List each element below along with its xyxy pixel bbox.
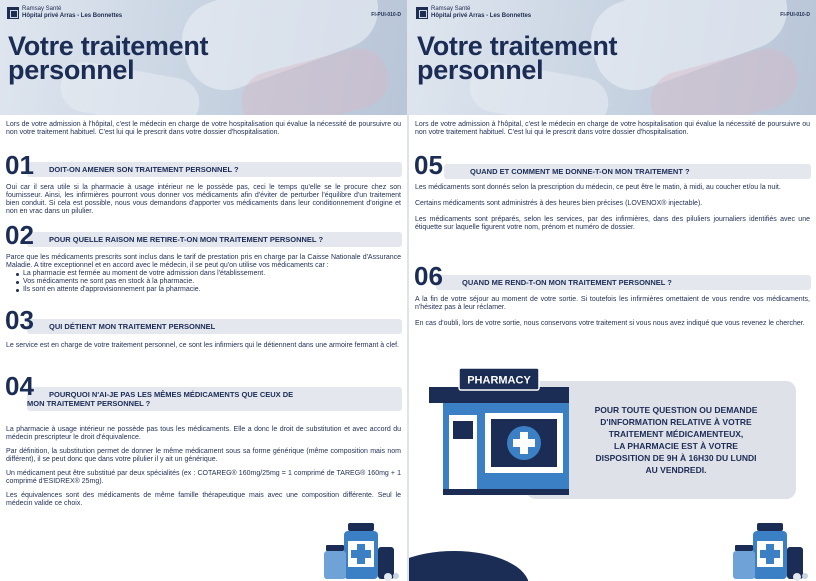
pharmacy-sign: PHARMACY (467, 374, 531, 387)
section-number: 01 (5, 150, 34, 180)
header-banner (409, 0, 816, 115)
section-heading: QUI DÉTIENT MON TRAITEMENT PERSONNEL (27, 319, 402, 334)
section-number: 05 (414, 150, 443, 180)
section-number: 03 (5, 305, 34, 335)
header-banner (0, 0, 407, 115)
logo-icon (7, 7, 19, 19)
medicine-bottles-illustration (322, 517, 402, 581)
pharmacy-storefront-illustration (429, 365, 569, 495)
section-heading: POUR QUELLE RAISON ME RETIRE-T-ON MON TRAITEMENT PERSONNEL ? (27, 232, 402, 247)
contact-info-box: POUR TOUTE QUESTION OU DEMANDE D'INFORMATION RELATIVE À VOTRE TRAITEMENT MÉDICAMENTEUX, LA PHARMACIE EST À VOTRE DISPOSITION DE 9H À 16H30 DU LUNDI AU VENDREDI. (526, 381, 796, 499)
section-number: 04 (5, 371, 34, 401)
section-heading: QUAND ME REND-T-ON MON TRAITEMENT PERSONNEL ? (436, 275, 811, 290)
doc-reference: FI-PUI-010-D (780, 12, 810, 18)
medicine-bottles-illustration (731, 517, 811, 581)
page-left (0, 0, 407, 581)
logo-icon (416, 7, 428, 19)
list-item: La pharmacie est fermée au moment de votre admission dans l'établissement. (16, 270, 401, 278)
hospital-name: Hôpital privé Arras - Les Bonnettes (22, 13, 123, 19)
hospital-name: Hôpital privé Arras - Les Bonnettes (431, 13, 532, 19)
brand-logo (7, 6, 122, 20)
page-right (409, 0, 816, 581)
page-title: Votre traitement personnel (417, 31, 618, 85)
section-05-body: Les médicaments sont donnés selon la prescription du médecin, ce peut être le matin, à midi, au coucher et/ou la nuit. Certains médicaments sont administrés à des heures bien précises (LOVENOX® injectable). Les médicaments sont préparés, selon les services, par des infirmières, dans des piluliers journaliers identifiés avec une étiquette sur laquelle figurent votre nom, prénom et numéro de dossier. (415, 184, 810, 231)
brand-name: Ramsay Santé (431, 6, 471, 12)
intro-paragraph: Lors de votre admission à l'hôpital, c'est le médecin en charge de votre hospitalisation qui évalue la nécessité de poursuivre ou non votre traitement habituel. C'est lui qui le prescrit dans votre dossier d'hospitalisation. (6, 121, 401, 136)
page-title: Votre traitement personnel (8, 31, 209, 85)
section-04-body: La pharmacie à usage intérieur ne possède pas tous les médicaments. Elle a donc le droit de substitution et avec accord du médecin prescripteur le droit d'équivalence. Par définition, la substitution permet de donner le même médicament sous sa forme générique (même composition mais nom différent), il se peut donc que dans votre pilulier il y ait un générique. Un médicament peut être substitué par deux spécialités (ex : COTAREG® 160mg/25mg = 1 comprimé de TAREG® 160mg + 1 comprimé d'ESIDREX® 25mg). Les équivalences sont des médicaments de même famille thérapeutique mais avec une composition différente. Seul le médecin valide ce choix. (6, 426, 401, 507)
section-heading: DOIT-ON AMENER SON TRAITEMENT PERSONNEL ? (27, 162, 402, 177)
doc-reference: FI-PUI-010-D (371, 12, 401, 18)
section-number: 02 (5, 220, 34, 250)
brand-logo (416, 6, 531, 20)
section-01-body: Oui car il sera utile si la pharmacie à usage intérieur ne le possède pas, ceci le temps qu'elle se le procure chez son fournisseur. Ainsi, les infirmières pourront vous donner vos médicaments afin d'éviter de perturber l'équilibre d'un traitement bien conduit. Si cela est possible, nous vous demandons d'apporter vos médicaments dans leur conditionnement d'origine et non en vrac dans un pilulier. (6, 184, 401, 215)
section-02-body: Parce que les médicaments prescrits sont inclus dans le tarif de prestation pris en charge par la Caisse Nationale d'Assurance Maladie. A titre exceptionnel et en accord avec le médecin, il se peut qu'on utilise vos médicaments car : La pharmacie est fermée au moment de votre admission dans l'établissement. Vos médicaments ne sont pas en stock à la pharmacie. Ils sont en attente d'approvisionnement par la pharmacie. (6, 254, 401, 293)
section-03-body: Le service est en charge de votre traitement personnel, ce sont les infirmiers qui le détiennent dans une armoire fermant à clef. (6, 342, 399, 349)
list-item: Ils sont en attente d'approvisionnement par la pharmacie. (16, 286, 401, 294)
section-heading: POURQUOI N'AI-JE PAS LES MÊMES MÉDICAMENTS QUE CEUX DE MON TRAITEMENT PERSONNEL ? (27, 387, 402, 411)
list-item: Vos médicaments ne sont pas en stock à la pharmacie. (16, 278, 401, 286)
decorative-blob (409, 551, 529, 581)
intro-paragraph: Lors de votre admission à l'hôpital, c'est le médecin en charge de votre hospitalisation qui évalue la nécessité de poursuivre ou non votre traitement habituel. C'est lui qui le prescrit dans votre dossier d'hospitalisation. (415, 121, 810, 136)
reasons-list (6, 270, 401, 294)
section-heading: QUAND ET COMMENT ME DONNE-T-ON MON TRAITEMENT ? (444, 164, 811, 179)
section-number: 06 (414, 261, 443, 291)
section-06-body: A la fin de votre séjour au moment de votre sortie. Si toutefois les infirmières omettaient de vous rendre vos médicaments, n'hésitez pas à leur réclamer. En cas d'oubli, lors de votre sortie, nous conservons votre traitement si vous nous avez indiqué que vous revenez le chercher. (415, 296, 810, 327)
brand-name: Ramsay Santé (22, 6, 62, 12)
